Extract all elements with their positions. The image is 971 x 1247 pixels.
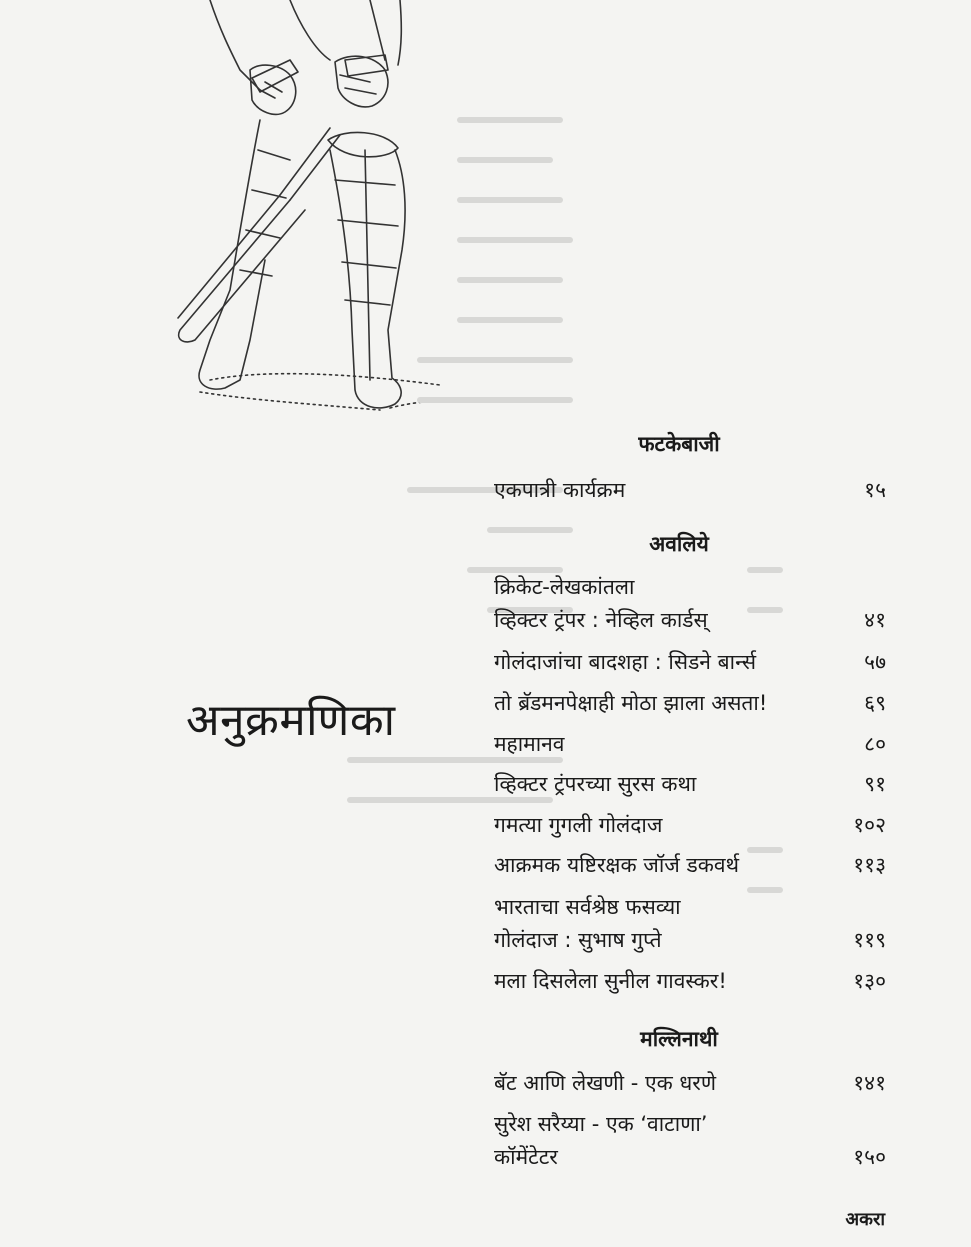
entry-title: गोलंदाजांचा बादशहा : सिडने बार्न्स [494,650,757,674]
page-number-label: अकरा [845,1209,885,1230]
section-heading: फटकेबाजी [638,432,720,456]
entry-page: १०२ [853,813,886,837]
section-heading: अवलिये [649,532,709,556]
entry-page: ८० [864,732,886,756]
toc-entry [494,967,886,995]
entry-title: महामानव [494,732,565,756]
entry-title-line1: सुरेश सरैय्या - एक ‘वाटाणा’ [494,1112,708,1136]
section-heading: मल्लिनाथी [640,1027,718,1051]
toc-entry [494,689,886,717]
toc-entry [494,811,886,839]
entry-title: मला दिसलेला सुनील गावस्कर! [494,969,727,993]
toc-entry [494,730,886,758]
entry-page: १४१ [853,1071,886,1095]
entry-page: १५० [853,1145,886,1169]
toc-entry [494,1143,886,1171]
entry-page: ६९ [864,691,886,715]
toc-entry [494,851,886,879]
entry-title: एकपात्री कार्यक्रम [494,478,626,502]
entry-page: ९१ [864,772,886,796]
toc-entry [494,1069,886,1097]
toc-entry [494,926,886,954]
toc-entry [494,648,886,676]
entry-title: तो ब्रॅडमनपेक्षाही मोठा झाला असता! [494,691,768,715]
entry-page: ५७ [864,650,886,674]
toc-entry [494,476,886,504]
entry-title: कॉमेंटेटर [494,1145,558,1169]
entry-page: १५ [864,478,886,502]
entry-title-line1: क्रिकेट-लेखकांतला [494,575,635,599]
entry-title: बॅट आणि लेखणी - एक धरणे [494,1071,717,1095]
toc-entry [494,606,886,634]
entry-title-line1: भारताचा सर्वश्रेष्ठ फसव्या [494,895,681,919]
toc-entry [494,770,886,798]
entry-page: ४१ [864,608,886,632]
entry-title: व्हिक्टर ट्रंपर : नेव्हिल कार्डस् [494,608,708,632]
entry-page: १३० [853,969,886,993]
entry-page: ११३ [853,853,886,877]
entry-page: ११९ [853,928,886,952]
entry-title: गोलंदाज : सुभाष गुप्ते [494,928,662,952]
contents-title: अनुक्रमणिका [186,695,396,746]
entry-title: गमत्या गुगली गोलंदाज [494,813,663,837]
entry-title: व्हिक्टर ट्रंपरच्या सुरस कथा [494,772,697,796]
entry-title: आक्रमक यष्टिरक्षक जॉर्ज डकवर्थ [494,853,740,877]
